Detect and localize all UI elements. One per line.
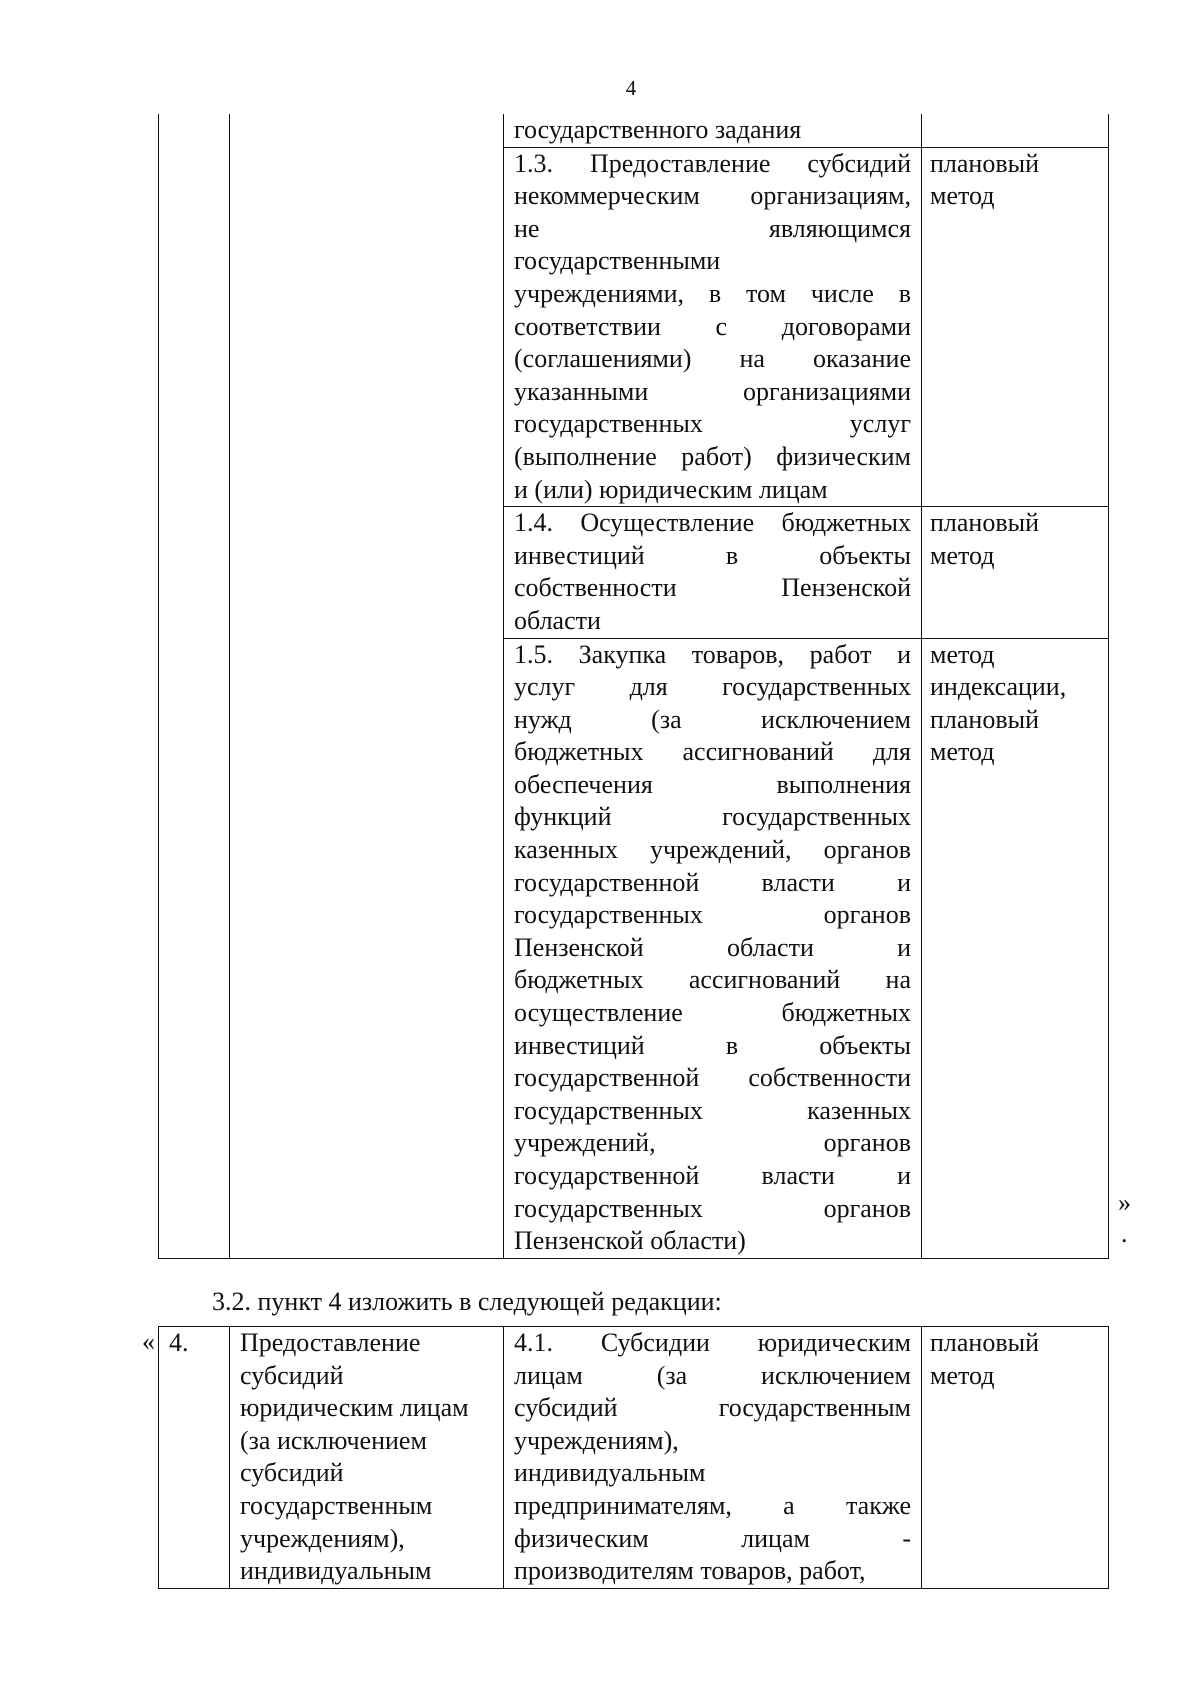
expense-type-line: Пензенской области) bbox=[514, 1226, 746, 1256]
table-row bbox=[159, 1327, 1109, 1589]
item-detail-line: производителям товаров, работ, bbox=[514, 1556, 866, 1586]
expense-type-line: некоммерческим организациям, bbox=[514, 181, 911, 211]
method-cell bbox=[922, 114, 1109, 147]
item-detail-line: 4.1. Субсидии юридическим bbox=[514, 1328, 911, 1357]
item-name-cell bbox=[230, 1327, 504, 1589]
method-cell bbox=[922, 147, 1109, 507]
item-name-line: (за исключением bbox=[240, 1425, 427, 1455]
expense-type-cell bbox=[504, 638, 922, 1258]
expense-type-line: осуществление бюджетных bbox=[514, 998, 911, 1028]
expense-type-line: казенных учреждений, органов bbox=[514, 835, 911, 865]
opening-quote: « bbox=[142, 1327, 155, 1356]
expense-type-line: Пензенской области и bbox=[514, 932, 911, 962]
item-name-line: субсидий bbox=[240, 1360, 344, 1390]
expense-type-line: не являющимся bbox=[514, 213, 911, 243]
empty-number-cell bbox=[159, 638, 230, 1258]
expense-type-line: государственными bbox=[514, 246, 721, 276]
item-detail-line: индивидуальным bbox=[514, 1458, 706, 1488]
method-line: метод bbox=[930, 639, 995, 669]
method-line: метод bbox=[930, 737, 995, 767]
expense-type-line: государственной власти и bbox=[514, 1161, 911, 1190]
item-name-line: юридическим лицам bbox=[240, 1393, 469, 1423]
table-row bbox=[159, 638, 1109, 1258]
expense-type-line: (выполнение работ) физическим bbox=[514, 441, 911, 471]
expense-type-line: инвестиций в объекты bbox=[514, 540, 911, 570]
method-cell bbox=[922, 638, 1109, 1258]
table-row bbox=[159, 147, 1109, 507]
expense-type-line: бюджетных ассигнований на bbox=[514, 965, 911, 995]
expense-type-line: обеспечения выполнения bbox=[514, 769, 911, 799]
method-cell bbox=[922, 507, 1109, 638]
method-line: индексации, bbox=[930, 672, 1067, 702]
expense-type-line: услуг для государственных bbox=[514, 672, 911, 702]
expense-type-line: 1.5. Закупка товаров, работ и bbox=[514, 639, 911, 669]
method-line: плановый bbox=[930, 704, 1040, 734]
expense-type-line: функций государственных bbox=[514, 802, 911, 832]
item-method-line: метод bbox=[930, 1360, 995, 1390]
empty-name-cell bbox=[230, 507, 504, 638]
item-method-cell bbox=[922, 1327, 1109, 1589]
expense-type-line: государственных казенных bbox=[514, 1095, 911, 1125]
method-line: метод bbox=[930, 540, 995, 570]
expense-type-cell bbox=[504, 114, 922, 147]
item-detail-line: учреждениям), bbox=[514, 1425, 679, 1455]
table-row bbox=[159, 114, 1109, 147]
expense-type-line: и (или) юридическим лицам bbox=[514, 474, 828, 504]
item-detail-line: субсидий государственным bbox=[514, 1393, 911, 1423]
expense-type-line: учреждениями, в том числе в bbox=[514, 278, 911, 308]
expense-type-line: (соглашениями) на оказание bbox=[514, 344, 911, 374]
expense-type-cell bbox=[504, 147, 922, 507]
empty-name-cell bbox=[230, 114, 504, 147]
expense-type-line: бюджетных ассигнований для bbox=[514, 737, 911, 767]
method-line: метод bbox=[930, 181, 995, 211]
item-number-cell bbox=[159, 1327, 230, 1589]
expense-type-line: инвестиций в объекты bbox=[514, 1030, 911, 1060]
closing-period: . bbox=[1121, 1219, 1128, 1248]
item-method-line: плановый bbox=[930, 1328, 1040, 1357]
empty-number-cell bbox=[159, 114, 230, 147]
item-name-line: государственным bbox=[240, 1490, 433, 1520]
expense-type-line: государственных услуг bbox=[514, 409, 911, 439]
item-number: 4. bbox=[169, 1328, 189, 1357]
item-detail-line: физическим лицам - bbox=[514, 1523, 911, 1553]
method-line: плановый bbox=[930, 508, 1040, 538]
expense-type-line: учреждений, органов bbox=[514, 1128, 911, 1158]
expense-type-line: 1.3. Предоставление субсидий bbox=[514, 148, 911, 178]
item-detail-line: предпринимателям, а также bbox=[514, 1490, 911, 1520]
expense-type-line: указанными организациями bbox=[514, 376, 911, 406]
expense-type-line: государственной власти и bbox=[514, 867, 911, 897]
budget-method-table-continued bbox=[158, 114, 1109, 1259]
expense-type-cell bbox=[504, 507, 922, 638]
method-line: плановый bbox=[930, 148, 1040, 178]
expense-type-line: 1.4. Осуществление бюджетных bbox=[514, 508, 911, 538]
empty-name-cell bbox=[230, 638, 504, 1258]
item-4-table bbox=[158, 1326, 1109, 1589]
page-number: 4 bbox=[625, 76, 637, 100]
item-name-line: субсидий bbox=[240, 1458, 344, 1488]
expense-type-line: нужд (за исключением bbox=[514, 704, 911, 734]
item-name-line: учреждениям), bbox=[240, 1523, 405, 1553]
item-detail-line: лицам (за исключением bbox=[514, 1360, 911, 1390]
expense-type-line: собственности Пензенской bbox=[514, 573, 911, 603]
empty-name-cell bbox=[230, 147, 504, 507]
item-name-line: Предоставление bbox=[240, 1328, 421, 1357]
item-name-line: индивидуальным bbox=[240, 1556, 432, 1586]
expense-type-line: государственной собственности bbox=[514, 1063, 911, 1093]
empty-number-cell bbox=[159, 147, 230, 507]
expense-type-line: государственного задания bbox=[514, 115, 802, 144]
expense-type-line: государственных органов bbox=[514, 900, 911, 930]
expense-type-line: соответствии с договорами bbox=[514, 311, 911, 341]
table-row bbox=[159, 507, 1109, 638]
item-detail-cell bbox=[504, 1327, 922, 1589]
empty-number-cell bbox=[159, 507, 230, 638]
closing-quote: » bbox=[1118, 1188, 1131, 1217]
expense-type-line: области bbox=[514, 605, 601, 635]
expense-type-line: государственных органов bbox=[514, 1193, 911, 1223]
amendment-paragraph: 3.2. пункт 4 изложить в следующей редакции: bbox=[212, 1287, 722, 1316]
